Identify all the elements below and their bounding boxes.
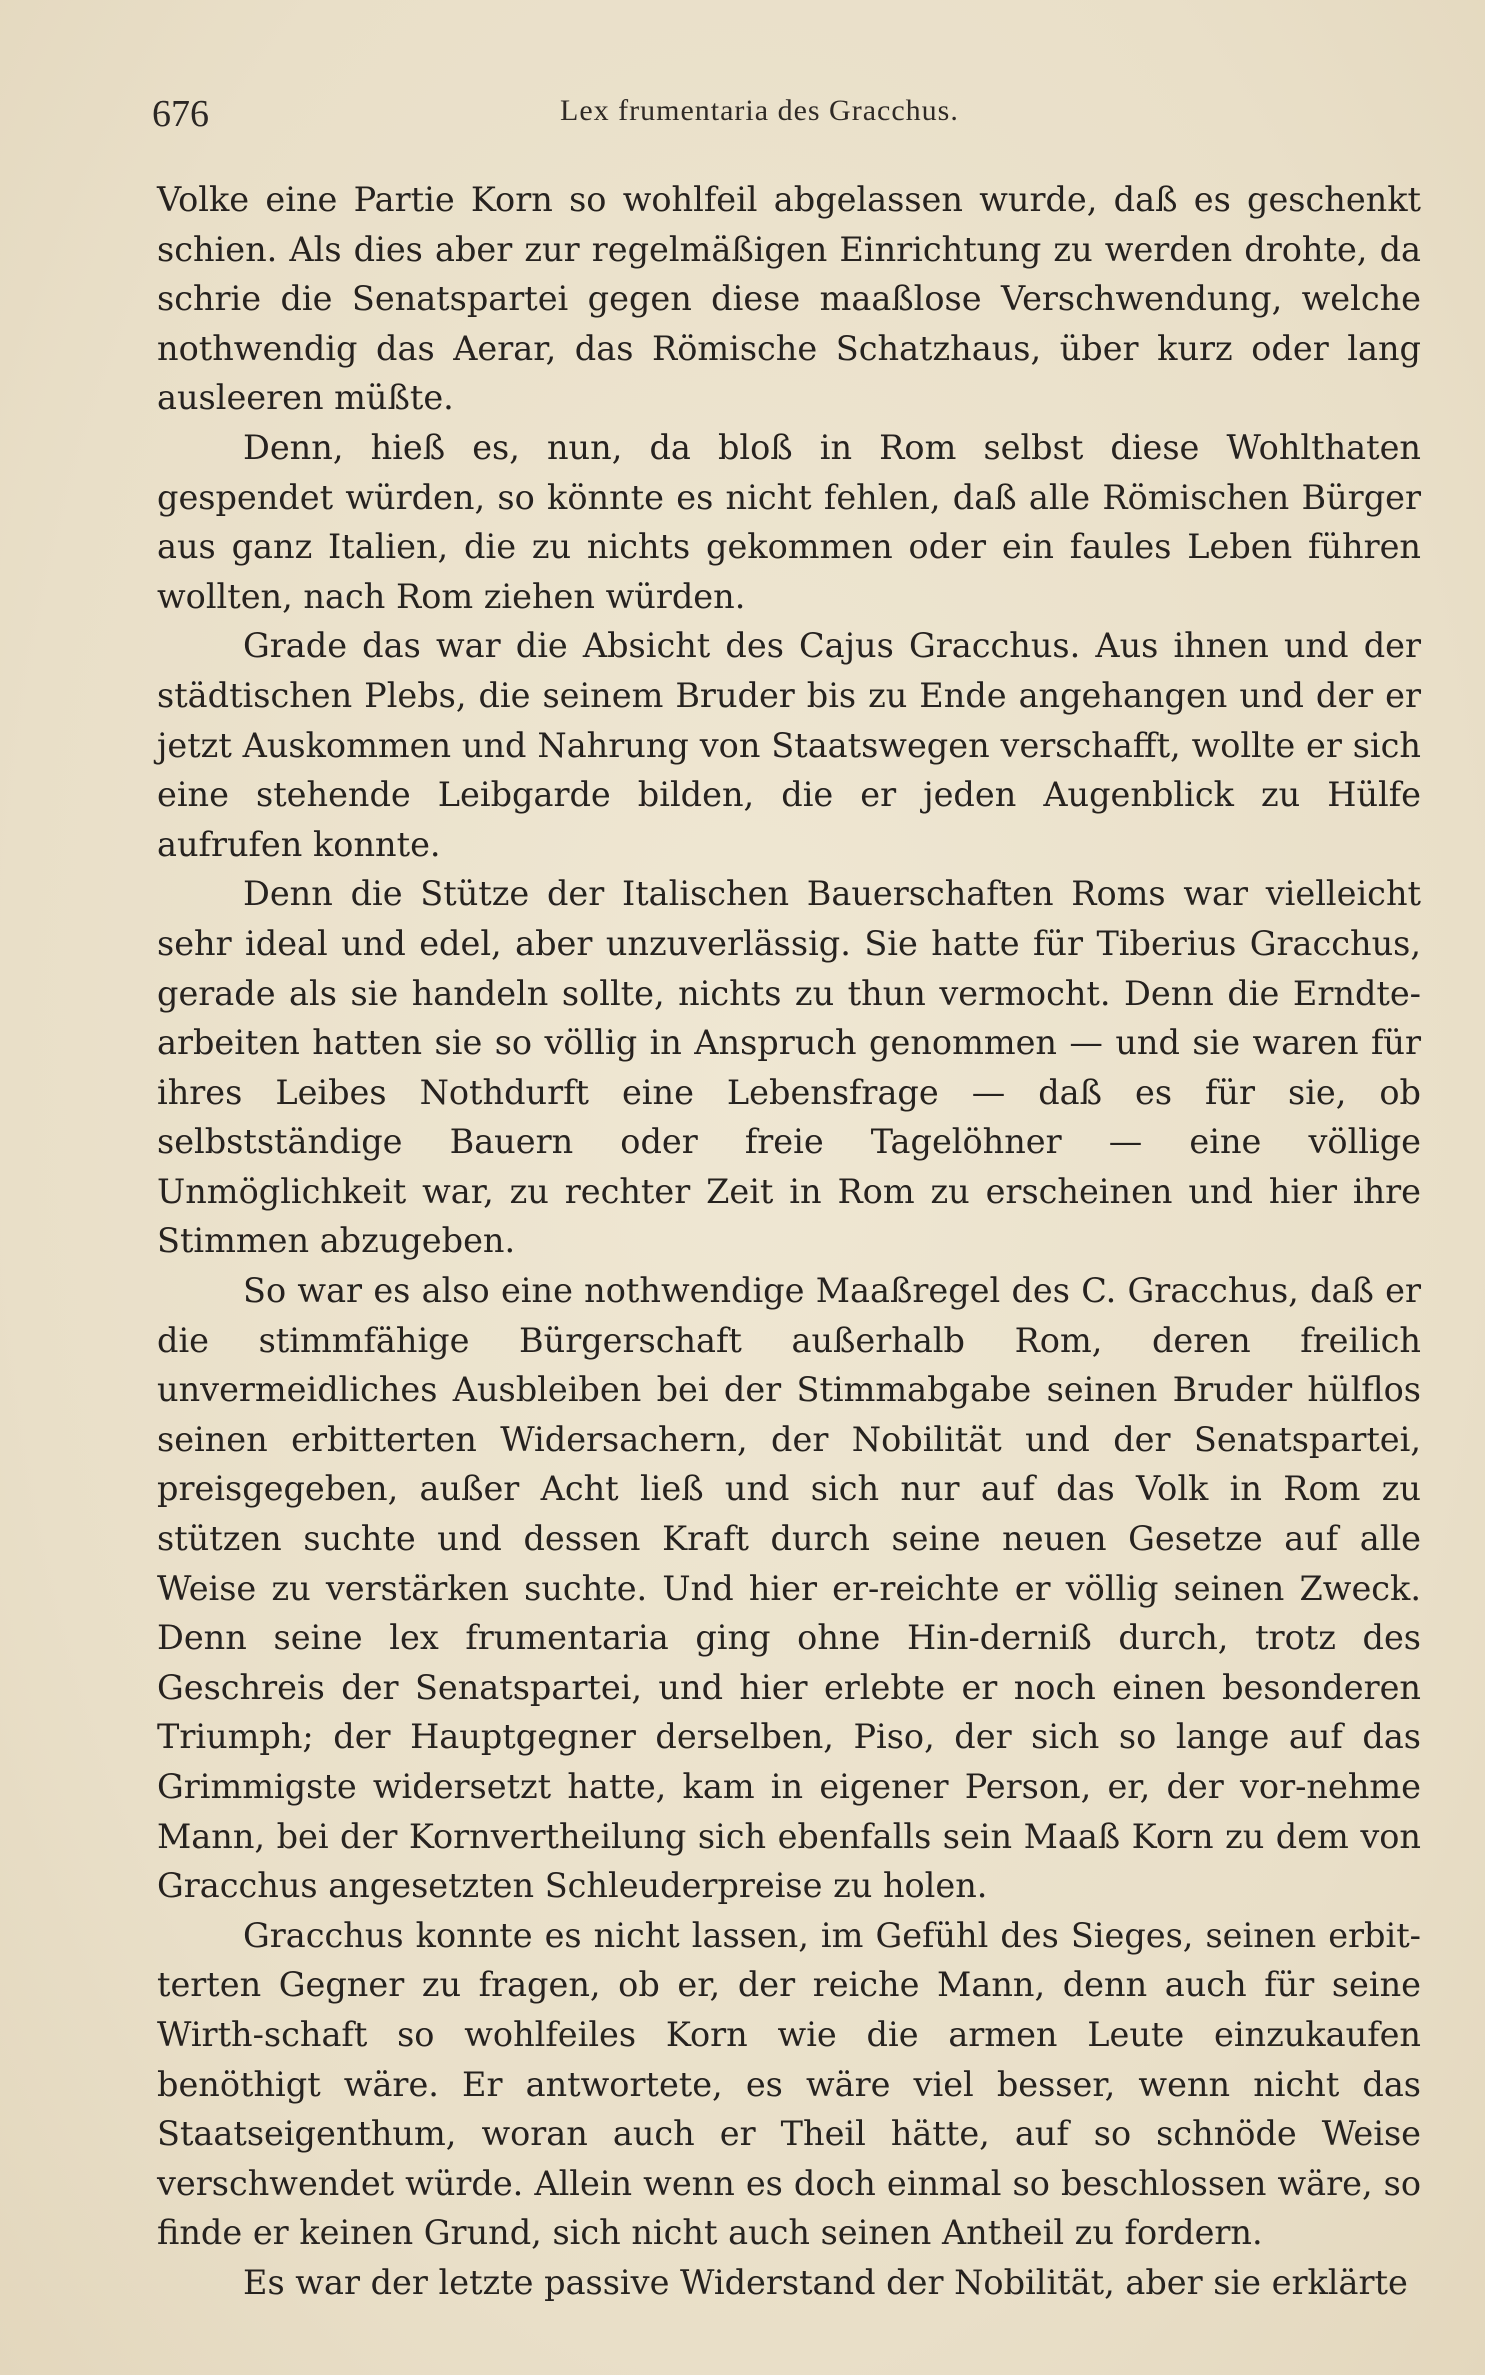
running-head (152, 92, 1382, 148)
paragraph-5: So war es also eine nothwendige Maaßregel des C. Gracchus, daß er die stimmfähige Bürgerschaft außerhalb Rom, deren freilich unvermeidliches Ausbleiben bei der Stimmabgabe seinen Bruder hülflos seinen erbitterten Widersachern, der Nobilität und der Senatspartei, preisgegeben, außer Acht ließ und sich nur auf das Volk in Rom zu stützen suchte und dessen Kraft durch seine neuen Gesetze auf alle Weise zu verstärken suchte. Und hier er-reichte er völlig seinen Zweck. Denn seine lex frumentaria ging ohne Hin-derniß durch, trotz des Geschreis der Senatspartei, und hier erlebte er noch einen besonderen Triumph; der Hauptgegner derselben, Piso, der sich so lange auf das Grimmigste widersetzt hatte, kam in eigener Person, er, der vor-nehme Mann, bei der Kornvertheilung sich ebenfalls sein Maaß Korn zu dem von Gracchus angesetzten Schleuderpreise zu holen. (157, 1271, 1421, 1906)
paragraph-3: Grade das war die Absicht des Cajus Gracchus. Aus ihnen und der städtischen Plebs, die seinem Bruder bis zu Ende angehangen und der er jetzt Auskommen und Nahrung von Staatswegen verschafft, wollte er sich eine stehende Leibgarde bilden, die er jeden Augenblick zu Hülfe aufrufen konnte. (157, 626, 1421, 864)
page-number: 676 (152, 93, 209, 135)
paragraph-2: Denn, hieß es, nun, da bloß in Rom selbst diese Wohlthaten gespendet würden, so könnte es nicht fehlen, daß alle Römischen Bürger aus ganz Italien, die zu nichts gekommen oder ein faules Leben führen wollten, nach Rom ziehen würden. (157, 427, 1421, 616)
paragraph-1: Volke eine Partie Korn so wohlfeil abgelassen wurde, daß es geschenkt schien. Als dies aber zur regelmäßigen Einrichtung zu werden drohte, da schrie die Senatspartei gegen diese maaßlose Verschwendung, welche nothwendig das Aerar, das Römische Schatzhaus, über kurz oder lang ausleeren müßte. (157, 180, 1421, 418)
paragraph-7: Es war der letzte passive Widerstand der Nobilität, aber sie erklärte (243, 2262, 1408, 2302)
paragraph-6: Gracchus konnte es nicht lassen, im Gefühl des Sieges, seinen erbit-terten Gegner zu fragen, ob er, der reiche Mann, denn auch für seine Wirth-schaft so wohlfeiles Korn wie die armen Leute einzukaufen benöthigt wäre. Er antwortete, es wäre viel besser, wenn nicht das Staatseigenthum, woran auch er Theil hätte, auf so schnöde Weise verschwendet würde. Allein wenn es doch einmal so beschlossen wäre, so finde er keinen Grund, sich nicht auch seinen Antheil zu fordern. (157, 1915, 1421, 2253)
body-text (157, 175, 1421, 2308)
running-title: Lex frumentaria des Gracchus. (560, 94, 959, 127)
paragraph-4: Denn die Stütze der Italischen Bauerschaften Roms war vielleicht sehr ideal und edel, aber unzuverlässig. Sie hatte für Tiberius Gracchus, gerade als sie handeln sollte, nichts zu thun vermocht. Denn die Erndte-arbeiten hatten sie so völlig in Anspruch genommen — und sie waren für ihres Leibes Nothdurft eine Lebensfrage — daß es für sie, ob selbstständige Bauern oder freie Tagelöhner — eine völlige Unmöglichkeit war, zu rechter Zeit in Rom zu erscheinen und hier ihre Stimmen abzugeben. (157, 874, 1421, 1261)
